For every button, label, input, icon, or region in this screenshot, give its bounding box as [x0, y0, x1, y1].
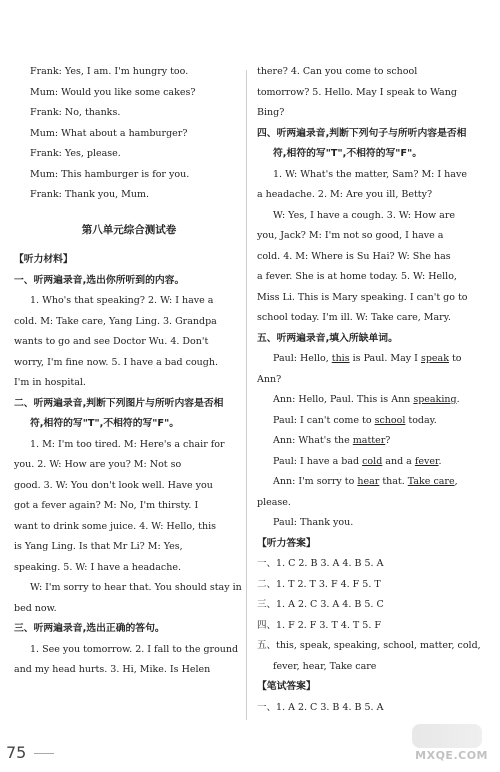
column-divider: [246, 70, 247, 720]
text-line: got a fever again? M: No, I'm thirsty. I: [14, 500, 199, 511]
filled-word: hear: [357, 476, 380, 487]
text-line: school today. I'm ill. W: Take care, Mary.: [257, 312, 451, 323]
text: Ann: What's the: [273, 435, 353, 446]
text-line: want to drink some juice. 4. W: Hello, this: [14, 520, 217, 532]
filled-word: speak: [420, 353, 449, 364]
dialogue-line: Frank: Thank you, Mum.: [30, 189, 150, 200]
watermark-logo: [392, 724, 492, 764]
text-line: cold. 4. M: Where is Su Hai? W: She has: [257, 250, 451, 262]
answer-line: 二、1. T 2. T 3. F 4. F 5. T: [257, 578, 381, 590]
text-line: W: Yes, I have a cough. 3. W: How are: [273, 209, 456, 221]
left-column: [14, 62, 244, 681]
section-5-heading: 五、听两遍录音,填入所缺单词。: [257, 332, 398, 344]
filled-word: fever: [414, 455, 439, 467]
text: is Paul. May I: [349, 353, 421, 364]
text-line: 1. See you tomorrow. 2. I fall to the ground: [30, 643, 239, 655]
fill-line: [257, 472, 487, 513]
text-line: 1. M: I'm too tired. M: Here's a chair for: [30, 438, 225, 450]
text: to Ann?: [257, 353, 462, 385]
text: Paul: I can't come to: [273, 414, 375, 426]
filled-word: Take care: [407, 476, 455, 487]
text-line: is Yang Ling. Is that Mr Li? M: Yes,: [14, 541, 183, 552]
text-line: tomorrow? 5. Hello. May I speak to Wang: [257, 86, 457, 98]
fill-line: [257, 390, 487, 411]
answer-line: 五、this, speak, speaking, school, matter, cold,: [257, 640, 481, 651]
watermark-icon: [412, 724, 482, 748]
text-line: 1. Who's that speaking? 2. W: I have a: [30, 295, 214, 306]
answer-line: 一、1. A 2. C 3. B 4. B 5. A: [257, 701, 384, 713]
section-1-heading: 一、听两遍录音,选出你所听到的内容。: [14, 274, 185, 286]
listening-material-header: 【听力材料】: [14, 254, 73, 265]
text-line: a headache. 2. M: Are you ill, Betty?: [257, 189, 433, 200]
text: Ann: Hello, Paul. This is Ann: [273, 394, 414, 405]
filled-word: cold: [362, 455, 383, 467]
text-line: worry, I'm fine now. 5. I have a bad cough.: [14, 356, 219, 368]
text: Ann: I'm sorry to: [273, 476, 358, 487]
text-line: Bing?: [257, 107, 285, 118]
filled-word: speaking: [413, 394, 457, 405]
right-column: [257, 62, 487, 718]
dialogue-line: Mum: This hamburger is for you.: [30, 168, 190, 180]
text: Paul: Hello,: [273, 353, 332, 364]
dialogue-line: Frank: Yes, please.: [30, 148, 121, 159]
text: .: [456, 394, 460, 405]
text: , please.: [257, 476, 458, 508]
filled-word: this: [331, 353, 350, 364]
answer-line: 三、1. A 2. C 3. A 4. B 5. C: [257, 599, 384, 610]
text-line: W: I'm sorry to hear that. You should stay in: [30, 582, 242, 593]
fill-line: [257, 452, 487, 473]
fill-line: [257, 431, 487, 452]
dialogue-line: Mum: What about a hamburger?: [30, 127, 188, 139]
filled-word: school: [374, 414, 406, 426]
answer-line: fever, hear, Take care: [273, 660, 377, 672]
text-line: bed now.: [14, 602, 57, 614]
text-line: you. 2. W: How are you? M: Not so: [14, 459, 182, 470]
text: Paul: Thank you.: [273, 517, 354, 528]
answer-line: 一、1. C 2. B 3. A 4. B 5. A: [257, 558, 384, 569]
text-line: good. 3. W: You don't look well. Have you: [14, 479, 213, 491]
text-line: wants to go and see Doctor Wu. 4. Don't: [14, 336, 209, 347]
section-2-heading: 二、听两遍录音,判断下列图片与所听内容是否相: [14, 397, 224, 409]
section-4-heading-cont: 符,相符的写"T",不相符的写"F"。: [273, 148, 423, 159]
filled-word: matter: [352, 435, 386, 446]
section-3-heading: 三、听两遍录音,选出正确的答句。: [14, 623, 165, 634]
text-line: cold. M: Take care, Yang Ling. 3. Grandpa: [14, 315, 217, 327]
watermark-text: MXQE.COM: [415, 749, 488, 762]
fill-line: [257, 411, 487, 432]
text: today.: [405, 414, 437, 426]
text-line: speaking. 5. W: I have a headache.: [14, 561, 181, 573]
dialogue-line: Frank: Yes, I am. I'm hungry too.: [30, 66, 189, 77]
dialogue-line: Mum: Would you like some cakes?: [30, 86, 196, 98]
dialogue-line: Frank: No, thanks.: [30, 107, 121, 118]
text-line: and my head hurts. 3. Hi, Mike. Is Helen: [14, 664, 211, 675]
text-line: you, Jack? M: I'm not so good, I have a: [257, 230, 444, 241]
page-number-rule: [34, 753, 54, 754]
fill-line: [257, 513, 487, 534]
answer-line: 四、1. F 2. F 3. T 4. T 5. F: [257, 619, 381, 631]
section-2-heading-cont: 符,相符的写"T",不相符的写"F"。: [30, 418, 180, 429]
text-line: there? 4. Can you come to school: [257, 66, 418, 77]
text: Paul: I have a bad: [273, 455, 363, 467]
written-answers-header: 【笔试答案】: [257, 681, 316, 692]
text-line: 1. W: What's the matter, Sam? M: I have: [273, 168, 467, 180]
section-4-heading: 四、听两遍录音,判断下列句子与所听内容是否相: [257, 127, 467, 139]
text: that.: [379, 476, 408, 487]
text: ?: [385, 435, 391, 446]
fill-line: [257, 349, 487, 390]
text-line: Miss Li. This is Mary speaking. I can't go to: [257, 291, 468, 303]
text-line: a fever. She is at home today. 5. W: Hello,: [257, 271, 457, 282]
text: .: [438, 455, 442, 467]
page-number: 75: [6, 743, 27, 762]
unit-title: 第八单元综合测试卷: [81, 223, 177, 236]
listening-answers-header: 【听力答案】: [257, 537, 316, 549]
text-line: I'm in hospital.: [14, 377, 86, 388]
text: and a: [382, 455, 415, 467]
